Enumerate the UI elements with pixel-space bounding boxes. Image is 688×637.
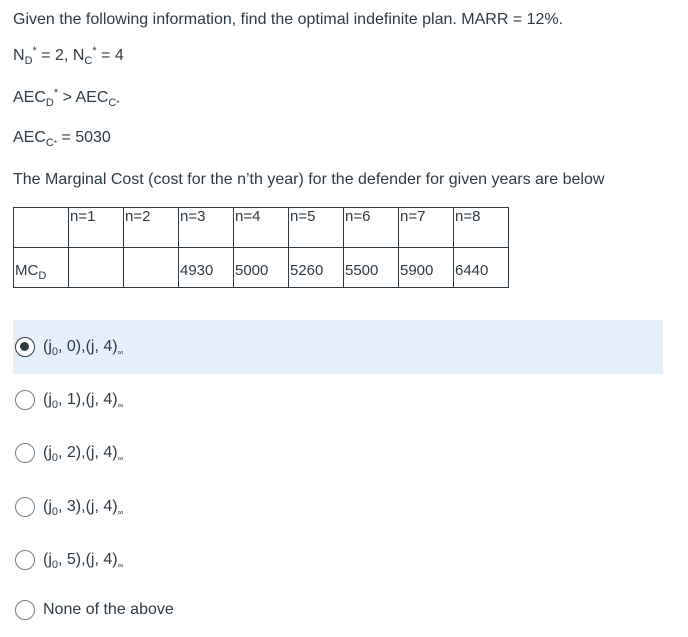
aec-compare-mid: > AEC (58, 89, 109, 106)
nd-superscript: * (32, 45, 37, 57)
table-header-cell: n=4 (234, 208, 289, 248)
aec-c-subscript: C (45, 137, 54, 149)
marginal-cost-table (13, 207, 509, 288)
nd-value: = 2, N (36, 47, 85, 64)
option-label: ($j_0$, 0),(j, $4)_\infty$ (43, 338, 124, 358)
aec-d-subscript: D (45, 97, 54, 109)
table-header-row (14, 208, 509, 248)
table-cell: 5500 (344, 248, 399, 288)
aec-value: = 5030 (56, 129, 111, 146)
table-header-cell: n=6 (344, 208, 399, 248)
table-header-cell: n=2 (124, 208, 179, 248)
radio-selected-icon[interactable] (15, 337, 35, 357)
row-label (14, 248, 69, 288)
nc-subscript: C (84, 55, 93, 67)
aec-value-line (13, 128, 111, 150)
table-cell: 5900 (399, 248, 454, 288)
nc-value: = 4 (96, 47, 124, 64)
answer-option-1[interactable] (13, 320, 663, 374)
radio-empty-icon[interactable] (15, 443, 35, 463)
radio-empty-icon[interactable] (15, 600, 35, 620)
marginal-cost-text: The Marginal Cost (cost for the n’th year) for the defender for given years are below (13, 171, 605, 188)
table-header-cell: n=8 (454, 208, 509, 248)
row-label-main: MC (15, 262, 39, 279)
table-cell: 5000 (234, 248, 289, 288)
option-label: None of the above (43, 601, 174, 618)
table-cell: 6440 (454, 248, 509, 288)
answer-option-5[interactable] (13, 533, 663, 587)
radio-empty-icon[interactable] (15, 550, 35, 570)
aec-c-star: * (53, 139, 57, 148)
option-label: ($j_0$, 5),(j, $4)_\infty$ (43, 551, 124, 571)
radio-empty-icon[interactable] (15, 497, 35, 517)
radio-empty-icon[interactable] (15, 390, 35, 410)
aec-label: AEC (13, 89, 46, 106)
table-cell (69, 248, 124, 288)
aec-d-superscript: * (53, 87, 59, 99)
option-label: ($j_0$, 2),(j, $4)_\infty$ (43, 444, 124, 464)
table-cell: 5260 (289, 248, 344, 288)
table-header-cell (14, 208, 69, 248)
table-cell: 4930 (179, 248, 234, 288)
aec-c-star: * (116, 99, 120, 108)
aec-compare-line (13, 88, 119, 110)
row-label-subscript: D (38, 270, 47, 282)
table-header-cell: n=5 (289, 208, 344, 248)
table-row (14, 248, 509, 288)
table-cell (124, 248, 179, 288)
option-label: ($j_0$, 3),(j, $4)_\infty$ (43, 498, 124, 518)
aec-label: AEC (13, 129, 46, 146)
nd-symbol: N (13, 47, 25, 64)
answer-option-3[interactable] (13, 426, 663, 480)
aec-c-subscript: C (108, 97, 117, 109)
answer-option-4[interactable] (13, 480, 663, 534)
n-values-line (13, 46, 124, 67)
answer-option-2[interactable] (13, 373, 663, 427)
nc-superscript: * (92, 45, 97, 57)
option-label: ($j_0$, 1),(j, $4)_\infty$ (43, 391, 124, 411)
table-header-cell: n=7 (399, 208, 454, 248)
table-header-cell: n=1 (69, 208, 124, 248)
nd-subscript: D (24, 55, 33, 67)
question-intro: Given the following information, find the optimal indefinite plan. MARR = 12%. (13, 11, 564, 28)
table-header-cell: n=3 (179, 208, 234, 248)
